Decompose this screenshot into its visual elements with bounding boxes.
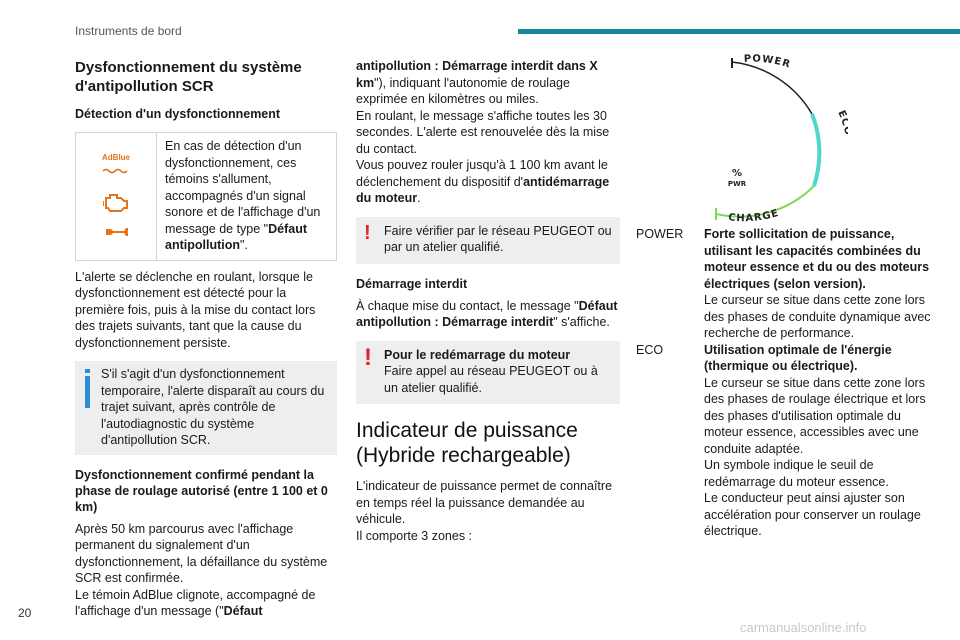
definition-body: Forte sollicitation de puissance, utilisant les capacités combinées du moteur essence et du ou des moteurs électriques (selon version). Le curseur se situe dans cette zone lors des phases de conduite dynamique avec recherche de performance. <box>704 227 931 340</box>
gauge-pwr-label: PWR <box>727 180 747 188</box>
definition-term: ECO <box>636 342 664 357</box>
alert-box-restart <box>356 341 620 405</box>
power-indicator-title: Indicateur de puissance (Hybride rechargeable) <box>356 419 578 467</box>
power-indicator-paragraph: L'indicateur de puissance permet de connaître en temps réel la puissance demandée au véhicule. Il comporte 3 zones : <box>356 479 613 543</box>
adblue-icon: AdBlue <box>102 153 130 179</box>
warning-icons-column <box>76 133 157 260</box>
gauge-eco-arc <box>812 114 819 186</box>
warning-box-text: En cas de détection d'un dysfonctionnement, ces témoins s'allument, accompagnés d'un signal sonore et de l'affichage d'un message de type "Défaut antipollution". <box>165 139 321 252</box>
info-note-text: S'il s'agit d'un dysfonctionnement temporaire, l'alerte disparaît au cours du trajet suivant, après contrôle de l'autodiagnostic du système d'antipollution SCR. <box>101 367 325 447</box>
gauge-power-arc <box>732 62 812 114</box>
gauge-power-label: POWER <box>743 53 793 71</box>
page-header-title: Instruments de bord <box>75 24 182 38</box>
engine-check-icon <box>103 191 129 213</box>
alert-box-restart-text: Pour le redémarrage du moteur Faire appel au réseau PEUGEOT ou à un atelier qualifié. <box>384 347 598 395</box>
column-1 <box>75 58 337 620</box>
power-gauge-diagram <box>688 48 848 226</box>
start-prohibited-heading: Démarrage interdit <box>356 276 468 291</box>
confirmed-fault-heading: Dysfonctionnement confirmé pendant la phase de roulage autorisé (entre 1 100 et 0 km) <box>75 467 328 514</box>
column-2 <box>356 58 620 544</box>
gauge-eco-label: E <box>835 108 848 121</box>
gauge-charge-label: CHARGE <box>727 207 781 225</box>
page-number: 20 <box>18 606 32 620</box>
exclamation-icon: ! <box>364 343 372 371</box>
definition-power <box>636 226 936 342</box>
warning-lights-box <box>75 132 337 261</box>
power-gauge-svg <box>688 48 848 226</box>
exclamation-icon: ! <box>364 221 371 244</box>
definition-eco <box>636 342 936 540</box>
drive-limit-paragraph: Vous pouvez rouler jusqu'à 1 100 km avant le déclenchement du dispositif d'antidémarrage du moteur. <box>356 158 610 205</box>
start-prohibited-paragraph: À chaque mise du contact, le message "Défaut antipollution : Démarrage interdit" s'affiche. <box>356 298 618 329</box>
column-3 <box>636 48 936 540</box>
detection-heading: Détection d'un dysfonctionnement <box>75 107 281 121</box>
watermark: carmanualsonline.info <box>740 620 867 635</box>
autonomy-paragraph: antipollution : Démarrage interdit dans X km"), indiquant l'autonomie de roulage exprimée en kilomètres ou miles. <box>356 59 598 106</box>
message-repeat-paragraph: En roulant, le message s'affiche toutes les 30 secondes. L'alerte est renouvelée dès la mise du contact. <box>356 108 610 156</box>
gauge-percent-label: % <box>731 168 743 179</box>
section-title-scr: Dysfonctionnement du système d'antipollution SCR <box>75 59 302 95</box>
info-icon <box>83 366 93 449</box>
wrench-icon <box>103 225 129 239</box>
definition-body: Utilisation optimale de l'énergie (thermique ou électrique). Le curseur se situe dans cette zone lors des phases de roulage électrique et lors des phases d'utilisation optimale du moteur essence, accessibles avec une conduite adaptée. Un symbole indique le seuil de redémarrage du moteur essence. Le conducteur peut ainsi ajuster son accélération pour conserver un roulage électrique. <box>704 342 926 538</box>
alert-box-check <box>356 217 620 264</box>
definition-term: POWER <box>636 227 684 241</box>
alert-trigger-paragraph: L'alerte se déclenche en roulant, lorsque le dysfonctionnement est détecté pour la première fois, puis à la mise du contact lors des trajets suivants, tant que la cause du dysfonctionnement persiste. <box>75 269 316 350</box>
info-note-box <box>75 361 337 455</box>
confirmed-fault-paragraph: Après 50 km parcourus avec l'affichage permanent du signalement d'un dysfonctionnement, la défaillance du système SCR est confirmée. Le témoin AdBlue clignote, accompagné de l'affichage d'un message ("Défaut <box>75 521 328 618</box>
page-header-bar <box>518 29 960 34</box>
alert-box-check-text: Faire vérifier par le réseau PEUGEOT ou par un atelier qualifié. <box>384 223 612 254</box>
